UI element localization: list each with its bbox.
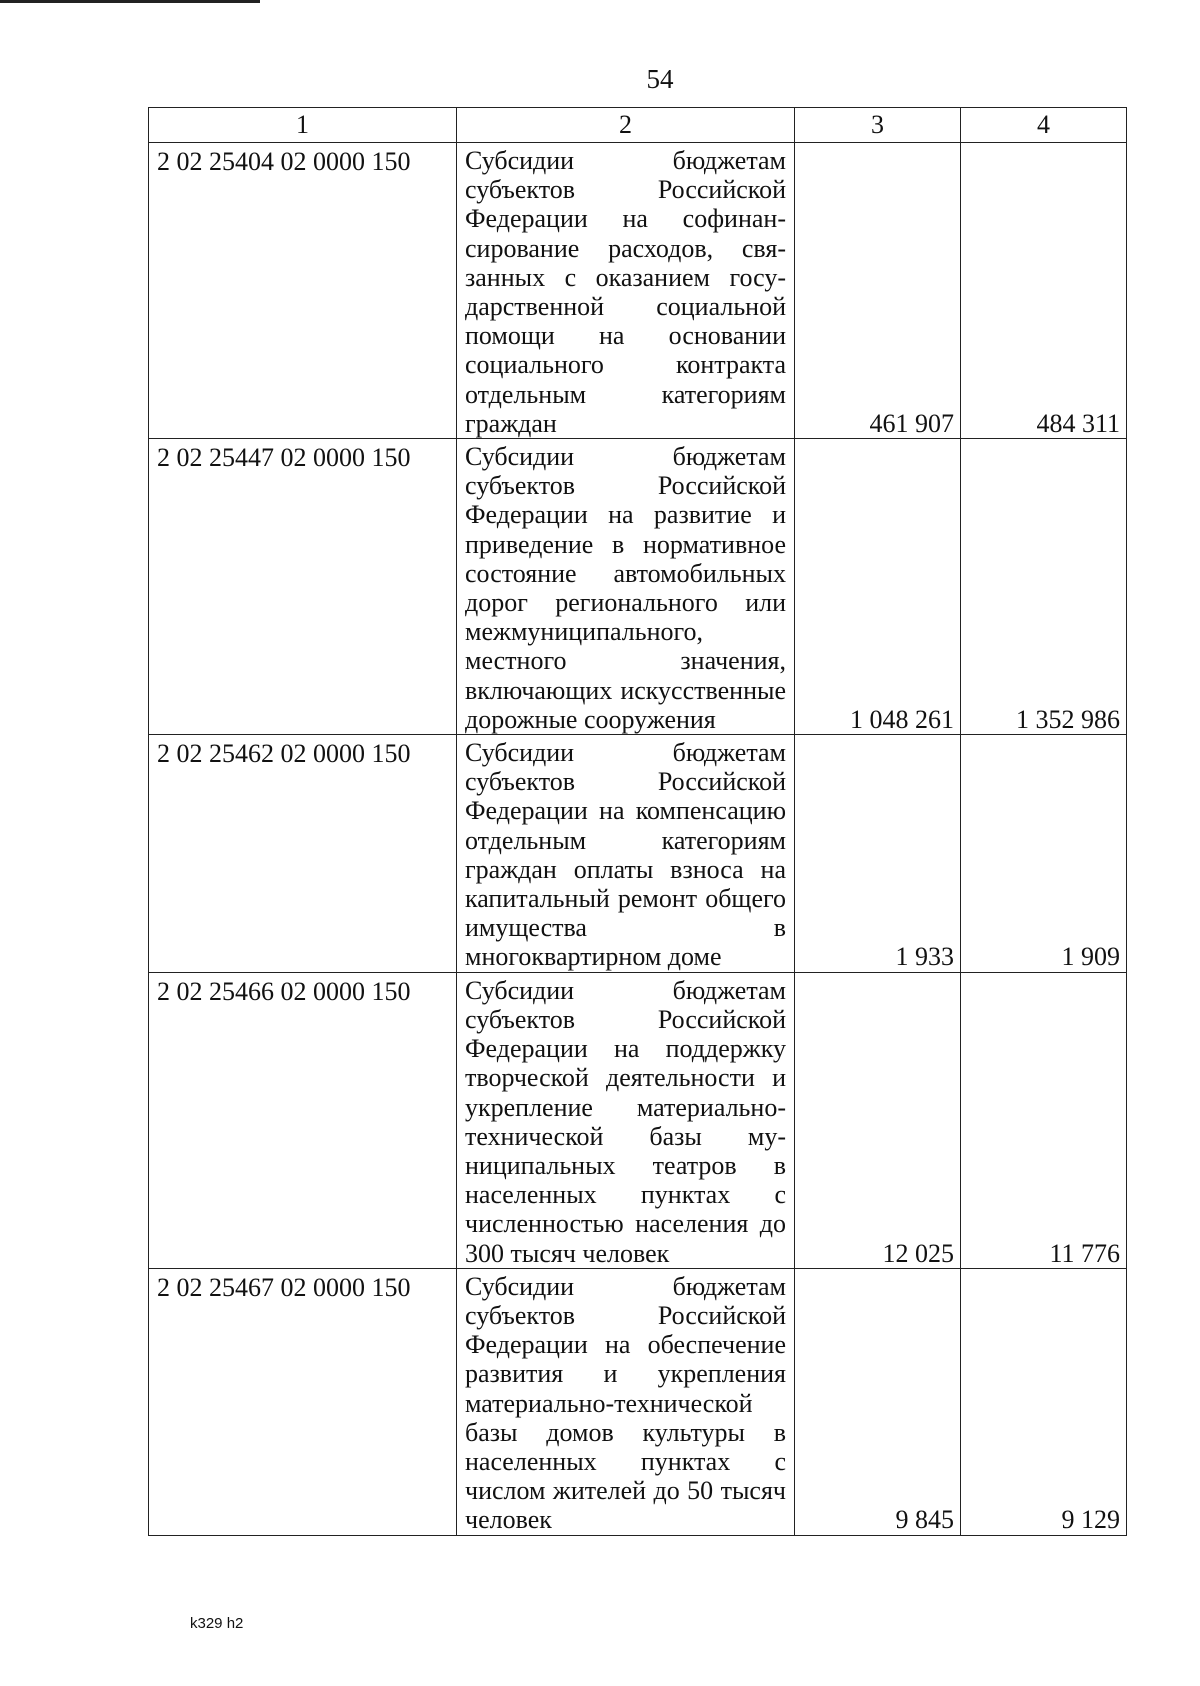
row-value-col-3: 9 845: [795, 1268, 961, 1535]
footer-code: k329 h2: [190, 1615, 244, 1632]
row-description-text: Субсидии бюджетам субъектов Российской Федерации на поддержку творческой деятельности и укрепление материально-технической базы муниципальных театров в населенных пунктах с численностью населения до 300 тысяч человек: [465, 975, 786, 1268]
budget-table: [148, 107, 1127, 1536]
row-value-col-4: 1 909: [961, 735, 1127, 973]
row-value-col-3: 1 933: [795, 735, 961, 973]
row-code: 2 02 25462 02 0000 150: [149, 735, 457, 973]
row-description: [457, 735, 795, 973]
table-row: [149, 143, 1127, 439]
row-description-text: Субсидии бюджетам субъектов Российской Федерации на компенсацию отдельным категориям граждан оплаты взноса на капитальный ремонт общего имущества в многоквартирном доме: [465, 738, 786, 972]
header-col-3: 3: [795, 108, 961, 143]
table-body: [149, 143, 1127, 1536]
table-header: [149, 108, 1127, 143]
row-value-col-3: 461 907: [795, 143, 961, 439]
table-row: [149, 1268, 1127, 1535]
table-row: [149, 439, 1127, 735]
row-value-col-4: 11 776: [961, 972, 1127, 1268]
row-description: [457, 143, 795, 439]
row-description: [457, 972, 795, 1268]
row-value-col-4: 9 129: [961, 1268, 1127, 1535]
row-value-col-4: 484 311: [961, 143, 1127, 439]
row-description: [457, 439, 795, 735]
header-row: [149, 108, 1127, 143]
row-value-col-4: 1 352 986: [961, 439, 1127, 735]
row-description-text: Субсидии бюджетам субъектов Российской Федерации на обеспечение развития и укрепления материально-технической базы домов культуры в населенных пунктах с числом жителей до 50 тысяч человек: [465, 1271, 786, 1535]
page-number: 54: [646, 64, 674, 94]
row-code: 2 02 25447 02 0000 150: [149, 439, 457, 735]
header-col-4: 4: [961, 108, 1127, 143]
row-code: 2 02 25466 02 0000 150: [149, 972, 457, 1268]
row-description-text: Субсидии бюджетам субъектов Российской Федерации на софинансирование расходов, связанных с оказанием государственной социальной помощи на основании социального контракта отдельным категориям граждан: [465, 146, 786, 438]
row-description-text: Субсидии бюджетам субъектов Российской Федерации на развитие и приведение в нормативное состояние автомобильных дорог регионального или межмуниципального, местного значения, включающих искусственные дорожные сооружения: [465, 442, 786, 734]
header-col-2: 2: [457, 108, 795, 143]
header-col-1: 1: [149, 108, 457, 143]
row-code: 2 02 25467 02 0000 150: [149, 1268, 457, 1535]
table-row: [149, 972, 1127, 1268]
row-code: 2 02 25404 02 0000 150: [149, 143, 457, 439]
row-description: [457, 1268, 795, 1535]
row-value-col-3: 1 048 261: [795, 439, 961, 735]
table-row: [149, 735, 1127, 973]
top-edge-mark: [0, 0, 260, 3]
row-value-col-3: 12 025: [795, 972, 961, 1268]
